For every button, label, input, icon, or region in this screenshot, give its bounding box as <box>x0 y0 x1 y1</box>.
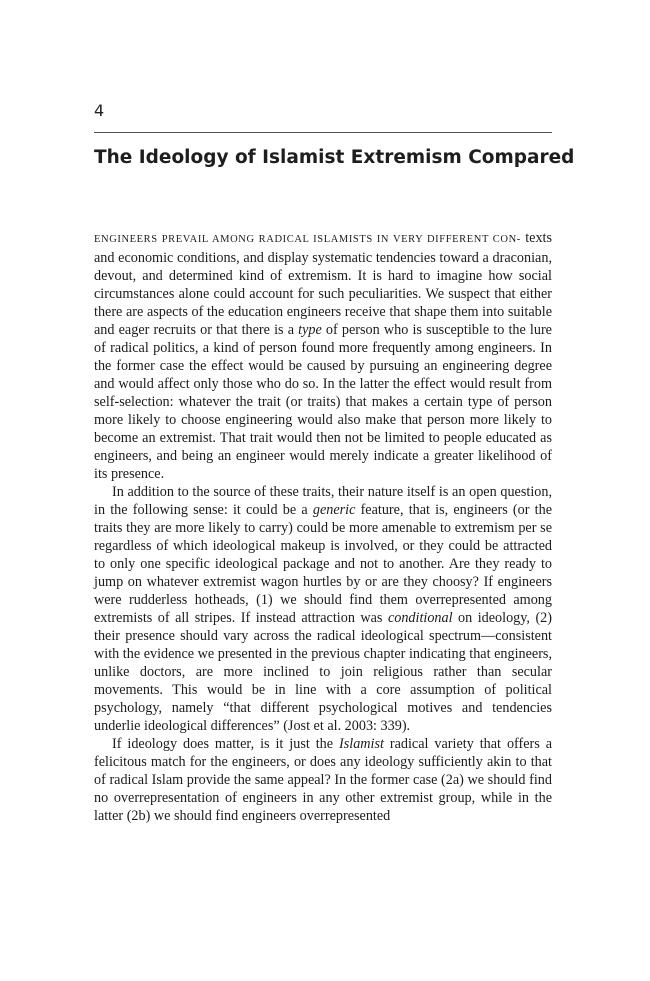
small-caps-lead-in: ENGINEERS PREVAIL AMONG RADICAL ISLAMISTS IN VERY DIFFERENT CON- <box>94 234 521 245</box>
paragraph-2-text-c: on ideology, (2) their presence should vary across the radical ideological spectrum—consistent with the evidence we presented in the previous chapter indicating that engineers, unlike doctors, are more inclined to join religious rather than secular movements. This would be in line with a core assumption of political psychology, namely “that different psychological motives and tendencies underlie ideological differences” (Jost et al. 2003: 339). <box>94 610 552 734</box>
paragraph-3-text-b: radical variety that offers a felicitous match for the engineers, or does any ideology sufficiently akin to that of radical Islam provide the same appeal? In the former case (2a) we should find no overrepresentation of engineers in any other extremist group, while in the latter (2b) we should find engineers overrepresented <box>94 736 553 824</box>
emphasis-generic: generic <box>312 502 356 518</box>
chapter-rule <box>94 132 552 133</box>
paragraph-2-text-a: In addition to the source of these traits, their nature itself is an open question, in the following sense: it could be a <box>94 484 552 518</box>
paragraph-3 <box>94 735 552 825</box>
paragraph-2-text-b: feature, that is, engineers (or the traits they are more likely to carry) could be more amenable to extremism per se regardless of which ideological makeup is involved, or they could be attracted to only one specific ideological package and not to another. Are they ready to jump on whatever extremist wagon hurtles by or are they choosy? If engineers were rudderless hotheads, (1) we should find them overrepresented among extremists of all stripes. If instead attraction was <box>94 502 552 626</box>
emphasis-type: type <box>298 322 322 338</box>
chapter-title: The Ideology of Islamist Extremism Compared <box>94 147 575 168</box>
emphasis-conditional: conditional <box>387 610 453 626</box>
chapter-number: 4 <box>94 101 105 120</box>
emphasis-islamist: Islamist <box>339 736 384 752</box>
paragraph-1-text-b: of person who is susceptible to the lure of radical politics, a kind of person found more frequently among engineers. In the former case the effect would be caused by pursuing an engineering degree and would affect only those who do so. In the latter the effect would result from self-selection: whatever the trait (or traits) that makes a certain type of person more likely to choose engineering would also make that person more likely to become an extremist. That trait would then not be limited to people educated as engineers, and being an engineer would merely indicate a greater likelihood of its presence. <box>94 322 552 482</box>
paragraph-1 <box>94 229 552 483</box>
paragraph-1-text-a: texts and economic conditions, and display systematic tendencies toward a draconian, devout, and determined kind of extremism. It is hard to imagine how social circumstances alone could account for such peculiarities. We suspect that either there are aspects of the education engineers receive that shape them into suitable and eager recruits or that there is a <box>94 230 552 338</box>
paragraph-3-text-a: If ideology does matter, is it just the <box>112 736 339 752</box>
chapter-body <box>94 229 552 825</box>
paragraph-2 <box>94 483 552 735</box>
